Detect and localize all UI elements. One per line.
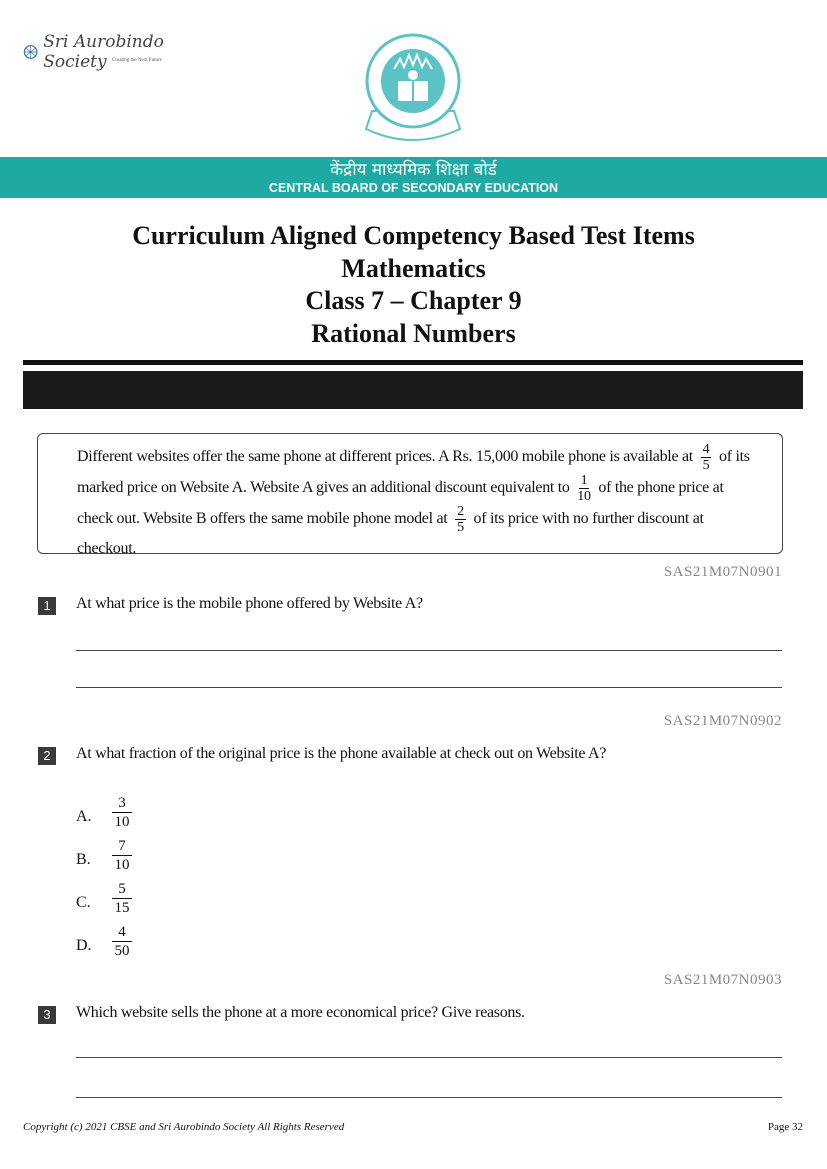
- passage-box: [37, 433, 783, 557]
- question-text: At what price is the mobile phone offered by Website A?: [76, 595, 423, 612]
- numerator: 1: [580, 473, 588, 488]
- denominator: 10: [577, 489, 591, 504]
- question-text: At what fraction of the original price is the phone available at check out on Website A?: [76, 745, 607, 762]
- option-label[interactable]: D.: [76, 937, 92, 954]
- question-text: Which website sells the phone at a more economical price? Give reasons.: [76, 1004, 525, 1021]
- globe-icon: [22, 42, 39, 62]
- numerator: 3: [112, 794, 132, 813]
- denominator: 5: [702, 458, 710, 473]
- cbse-banner: [0, 157, 827, 198]
- denominator: 50: [114, 943, 130, 959]
- cbse-emblem: [364, 33, 462, 143]
- sas-logo: [22, 32, 192, 72]
- numerator: 7: [112, 837, 132, 856]
- answer-line[interactable]: [76, 1057, 782, 1058]
- answer-line[interactable]: [76, 687, 782, 688]
- question-code: SAS21M07N0902: [663, 713, 782, 729]
- option-label[interactable]: C.: [76, 894, 91, 911]
- passage-text: of its marked price on Website A. Website A gives an additional discount equivalent to: [77, 448, 750, 497]
- option-label[interactable]: A.: [76, 808, 92, 825]
- option-label[interactable]: B.: [76, 851, 91, 868]
- topic-title: Rational Numbers: [311, 318, 516, 348]
- option-fraction[interactable]: [112, 923, 132, 960]
- answer-line[interactable]: [76, 650, 782, 651]
- denominator: 5: [457, 520, 464, 535]
- numerator: 4: [702, 442, 710, 457]
- divider: [23, 360, 803, 365]
- page-number: Page 32: [767, 1121, 803, 1133]
- copyright-text: Copyright (c) 2021 CBSE and Sri Aurobindo Society All Rights Reserved: [23, 1121, 345, 1133]
- numerator: 4: [112, 923, 132, 942]
- title-line: Curriculum Aligned Competency Based Test Items: [132, 221, 695, 250]
- question-code: SAS21M07N0903: [663, 972, 782, 988]
- sas-logo-text: Sri Aurobindo Society: [43, 32, 164, 72]
- chapter-title: Class 7 – Chapter 9: [305, 286, 522, 315]
- fraction: [577, 473, 590, 504]
- answer-line[interactable]: [76, 1097, 782, 1098]
- denominator: 15: [114, 900, 130, 916]
- subject-title: Mathematics: [341, 253, 486, 283]
- option-fraction[interactable]: [112, 794, 132, 831]
- denominator: 10: [114, 814, 130, 830]
- banner-hindi-text: केंद्रीय माध्यमिक शिक्षा बोर्ड: [330, 160, 497, 180]
- banner-english-text: CENTRAL BOARD OF SECONDARY EDUCATION: [268, 181, 559, 195]
- fraction: [455, 504, 466, 535]
- question-number: 2: [38, 747, 56, 765]
- passage-text: of its price with no further discount at checkout.: [77, 510, 704, 557]
- fraction: [701, 442, 712, 473]
- numerator: 5: [112, 880, 132, 899]
- question-code: SAS21M07N0901: [663, 564, 782, 580]
- passage-text: Different websites offer the same phone at different prices. A Rs. 15,000 mobile phone is available at: [77, 448, 693, 466]
- header-bar: [23, 371, 803, 409]
- question-number: 3: [38, 1006, 56, 1024]
- option-fraction[interactable]: [112, 837, 132, 874]
- sas-logo-tagline: Creating the Next Future: [112, 58, 162, 63]
- option-fraction[interactable]: [112, 880, 132, 917]
- document-title: [0, 220, 827, 350]
- question-number: 1: [38, 597, 56, 615]
- passage-text: of the phone price at check out. Website B offers the same mobile phone model at: [77, 479, 724, 528]
- denominator: 10: [114, 857, 130, 873]
- numerator: 2: [457, 504, 464, 519]
